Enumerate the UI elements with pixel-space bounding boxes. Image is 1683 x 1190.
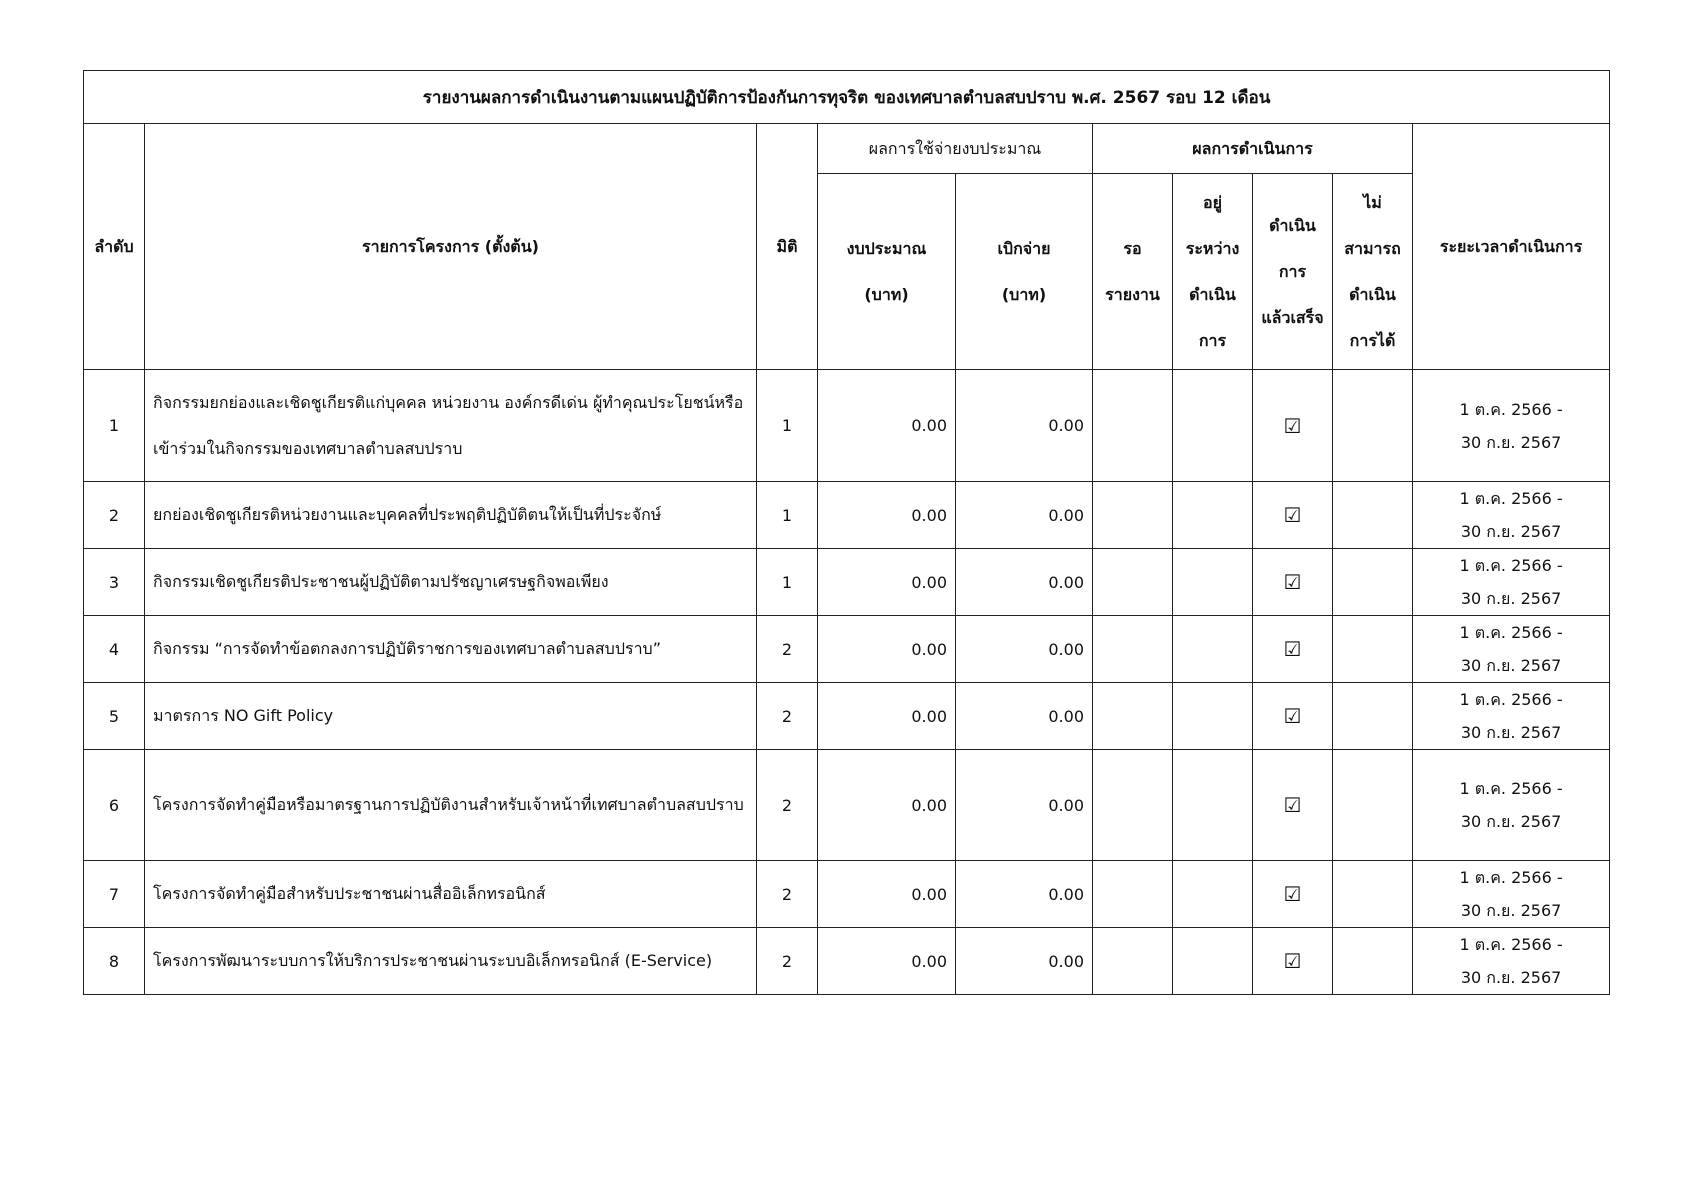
header-budget: งบประมาณ (บาท) — [818, 174, 956, 370]
row-number: 2 — [84, 482, 145, 549]
header-in-progress: อยู่ ระหว่าง ดำเนิน การ — [1173, 174, 1253, 370]
status-pending-cell — [1093, 861, 1173, 928]
status-in-progress-cell — [1173, 549, 1253, 616]
status-unable-cell — [1333, 928, 1413, 995]
dimension-value: 1 — [757, 549, 818, 616]
period-value: 1 ต.ค. 2566 - 30 ก.ย. 2567 — [1413, 928, 1610, 995]
project-name: กิจกรรมยกย่องและเชิดชูเกียรติแก่บุคคล หน่วยงาน องค์กรดีเด่น ผู้ทำคุณประโยชน์หรือเข้าร่วมในกิจกรรมของเทศบาลตำบลสบปราบ — [145, 370, 757, 482]
budget-value: 0.00 — [818, 370, 956, 482]
status-pending-cell — [1093, 482, 1173, 549]
period-value: 1 ต.ค. 2566 - 30 ก.ย. 2567 — [1413, 861, 1610, 928]
header-result-group: ผลการดำเนินการ — [1093, 124, 1413, 174]
status-in-progress-cell — [1173, 683, 1253, 750]
status-completed-cell — [1253, 928, 1333, 995]
status-in-progress-cell — [1173, 482, 1253, 549]
disbursed-value: 0.00 — [956, 370, 1093, 482]
header-completed: ดำเนิน การ แล้วเสร็จ — [1253, 174, 1333, 370]
row-number: 8 — [84, 928, 145, 995]
status-pending-cell — [1093, 750, 1173, 861]
disbursed-value: 0.00 — [956, 482, 1093, 549]
project-name: โครงการจัดทำคู่มือหรือมาตรฐานการปฏิบัติงานสำหรับเจ้าหน้าที่เทศบาลตำบลสบปราบ — [145, 750, 757, 861]
status-pending-cell — [1093, 616, 1173, 683]
header-disbursed: เบิกจ่าย (บาท) — [956, 174, 1093, 370]
header-project: รายการโครงการ (ตั้งต้น) — [145, 124, 757, 370]
status-unable-cell — [1333, 861, 1413, 928]
row-number: 3 — [84, 549, 145, 616]
budget-value: 0.00 — [818, 928, 956, 995]
status-pending-cell — [1093, 683, 1173, 750]
status-completed-cell — [1253, 549, 1333, 616]
project-name: โครงการจัดทำคู่มือสำหรับประชาชนผ่านสื่ออิเล็กทรอนิกส์ — [145, 861, 757, 928]
report-title: รายงานผลการดำเนินงานตามแผนปฏิบัติการป้องกันการทุจริต ของเทศบาลตำบลสบปราบ พ.ศ. 2567 รอบ 12 เดือน — [84, 71, 1610, 124]
row-number: 6 — [84, 750, 145, 861]
status-in-progress-cell — [1173, 370, 1253, 482]
period-value: 1 ต.ค. 2566 - 30 ก.ย. 2567 — [1413, 370, 1610, 482]
status-completed-cell — [1253, 616, 1333, 683]
budget-value: 0.00 — [818, 482, 956, 549]
row-number: 7 — [84, 861, 145, 928]
period-value: 1 ต.ค. 2566 - 30 ก.ย. 2567 — [1413, 750, 1610, 861]
disbursed-value: 0.00 — [956, 750, 1093, 861]
project-name: กิจกรรม “การจัดทำข้อตกลงการปฏิบัติราชการของเทศบาลตำบลสบปราบ” — [145, 616, 757, 683]
dimension-value: 2 — [757, 683, 818, 750]
table-row — [84, 861, 1610, 928]
status-pending-cell — [1093, 549, 1173, 616]
checkbox-checked-icon: ☑ — [1283, 637, 1302, 661]
row-number: 5 — [84, 683, 145, 750]
disbursed-value: 0.00 — [956, 549, 1093, 616]
disbursed-value: 0.00 — [956, 616, 1093, 683]
table-row — [84, 750, 1610, 861]
checkbox-checked-icon: ☑ — [1283, 570, 1302, 594]
budget-value: 0.00 — [818, 861, 956, 928]
status-completed-cell — [1253, 750, 1333, 861]
period-value: 1 ต.ค. 2566 - 30 ก.ย. 2567 — [1413, 616, 1610, 683]
project-name: มาตรการ NO Gift Policy — [145, 683, 757, 750]
status-completed-cell — [1253, 370, 1333, 482]
period-value: 1 ต.ค. 2566 - 30 ก.ย. 2567 — [1413, 683, 1610, 750]
dimension-value: 2 — [757, 616, 818, 683]
status-unable-cell — [1333, 750, 1413, 861]
budget-value: 0.00 — [818, 616, 956, 683]
disbursed-value: 0.00 — [956, 928, 1093, 995]
status-completed-cell — [1253, 482, 1333, 549]
status-in-progress-cell — [1173, 928, 1253, 995]
header-period: ระยะเวลาดำเนินการ — [1413, 124, 1610, 370]
table-row — [84, 616, 1610, 683]
checkbox-checked-icon: ☑ — [1283, 949, 1302, 973]
project-name: กิจกรรมเชิดชูเกียรติประชาชนผู้ปฏิบัติตามปรัชญาเศรษฐกิจพอเพียง — [145, 549, 757, 616]
status-pending-cell — [1093, 928, 1173, 995]
budget-value: 0.00 — [818, 683, 956, 750]
dimension-value: 2 — [757, 861, 818, 928]
disbursed-value: 0.00 — [956, 861, 1093, 928]
checkbox-checked-icon: ☑ — [1283, 503, 1302, 527]
dimension-value: 2 — [757, 750, 818, 861]
status-unable-cell — [1333, 482, 1413, 549]
report-table — [83, 70, 1610, 995]
table-row — [84, 928, 1610, 995]
status-in-progress-cell — [1173, 861, 1253, 928]
checkbox-checked-icon: ☑ — [1283, 704, 1302, 728]
period-value: 1 ต.ค. 2566 - 30 ก.ย. 2567 — [1413, 549, 1610, 616]
header-unable: ไม่ สามารถ ดำเนิน การได้ — [1333, 174, 1413, 370]
status-in-progress-cell — [1173, 616, 1253, 683]
table-row — [84, 683, 1610, 750]
checkbox-checked-icon: ☑ — [1283, 413, 1302, 438]
status-unable-cell — [1333, 616, 1413, 683]
dimension-value: 1 — [757, 482, 818, 549]
header-dimension: มิติ — [757, 124, 818, 370]
dimension-value: 1 — [757, 370, 818, 482]
status-unable-cell — [1333, 549, 1413, 616]
checkbox-checked-icon: ☑ — [1283, 793, 1302, 817]
project-name: โครงการพัฒนาระบบการให้บริการประชาชนผ่านระบบอิเล็กทรอนิกส์ (E-Service) — [145, 928, 757, 995]
budget-value: 0.00 — [818, 750, 956, 861]
row-number: 4 — [84, 616, 145, 683]
status-in-progress-cell — [1173, 750, 1253, 861]
status-pending-cell — [1093, 370, 1173, 482]
project-name: ยกย่องเชิดชูเกียรติหน่วยงานและบุคคลที่ประพฤติปฏิบัติตนให้เป็นที่ประจักษ์ — [145, 482, 757, 549]
budget-value: 0.00 — [818, 549, 956, 616]
table-row — [84, 370, 1610, 482]
table-row — [84, 549, 1610, 616]
checkbox-checked-icon: ☑ — [1283, 882, 1302, 906]
table-row — [84, 482, 1610, 549]
header-budget-group: ผลการใช้จ่ายงบประมาณ — [818, 124, 1093, 174]
disbursed-value: 0.00 — [956, 683, 1093, 750]
row-number: 1 — [84, 370, 145, 482]
status-completed-cell — [1253, 861, 1333, 928]
header-pending: รอ รายงาน — [1093, 174, 1173, 370]
status-unable-cell — [1333, 683, 1413, 750]
dimension-value: 2 — [757, 928, 818, 995]
header-order: ลำดับ — [84, 124, 145, 370]
status-unable-cell — [1333, 370, 1413, 482]
status-completed-cell — [1253, 683, 1333, 750]
period-value: 1 ต.ค. 2566 - 30 ก.ย. 2567 — [1413, 482, 1610, 549]
